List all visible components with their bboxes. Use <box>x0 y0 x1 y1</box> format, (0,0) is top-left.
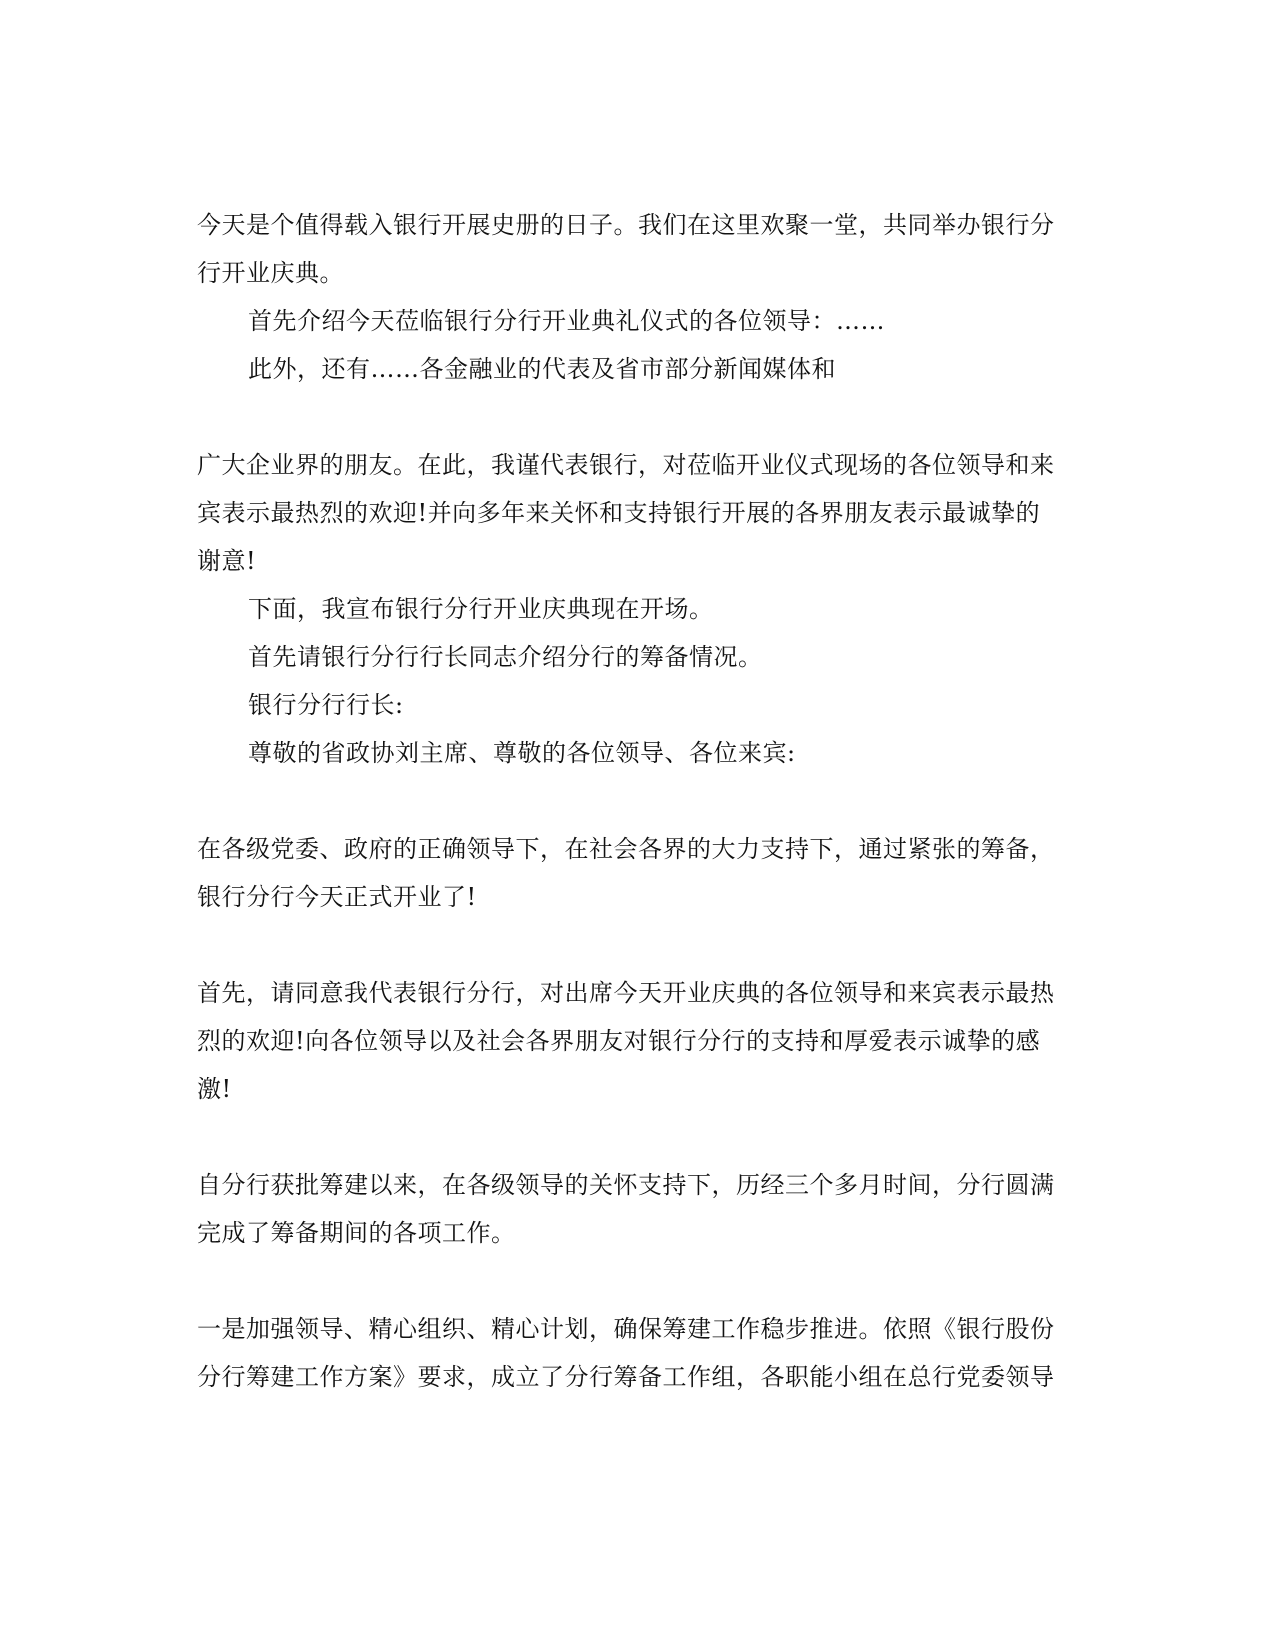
text-line: 激! <box>197 1075 232 1103</box>
text-line: 自分行获批筹建以来，在各级领导的关怀支持下，历经三个多月时间，分行圆满 <box>197 1171 1055 1199</box>
text-line: 烈的欢迎!向各位领导以及社会各界朋友对银行分行的支持和厚爱表示诚挚的感 <box>197 1027 1041 1055</box>
text-line: 首先，请同意我代表银行分行，对出席今天开业庆典的各位领导和来宾表示最热 <box>197 979 1055 1007</box>
text-line: 银行分行行长: <box>248 691 404 719</box>
text-line: 尊敬的省政协刘主席、尊敬的各位领导、各位来宾: <box>248 739 796 767</box>
text-line: 宾表示最热烈的欢迎!并向多年来关怀和支持银行开展的各界朋友表示最诚挚的 <box>197 499 1041 527</box>
text-line: 一是加强领导、精心组织、精心计划，确保筹建工作稳步推进。依照《银行股份 <box>197 1315 1055 1343</box>
text-line: 此外，还有……各金融业的代表及省市部分新闻媒体和 <box>248 355 836 383</box>
text-line: 首先介绍今天莅临银行分行开业典礼仪式的各位领导：…… <box>248 307 885 335</box>
text-line: 下面，我宣布银行分行开业庆典现在开场。 <box>248 595 714 623</box>
text-line: 谢意! <box>197 547 257 575</box>
text-line: 今天是个值得载入银行开展史册的日子。我们在这里欢聚一堂，共同举办银行分 <box>197 211 1055 239</box>
text-line: 分行筹建工作方案》要求，成立了分行筹备工作组，各职能小组在总行党委领导 <box>197 1363 1055 1391</box>
text-line: 广大企业界的朋友。在此，我谨代表银行，对莅临开业仪式现场的各位领导和来 <box>197 451 1055 479</box>
text-line: 在各级党委、政府的正确领导下，在社会各界的大力支持下，通过紧张的筹备， <box>197 835 1055 863</box>
text-line: 行开业庆典。 <box>197 259 344 287</box>
text-line: 首先请银行分行行长同志介绍分行的筹备情况。 <box>248 643 763 671</box>
text-line: 完成了筹备期间的各项工作。 <box>197 1219 516 1247</box>
text-line: 银行分行今天正式开业了! <box>197 883 477 911</box>
